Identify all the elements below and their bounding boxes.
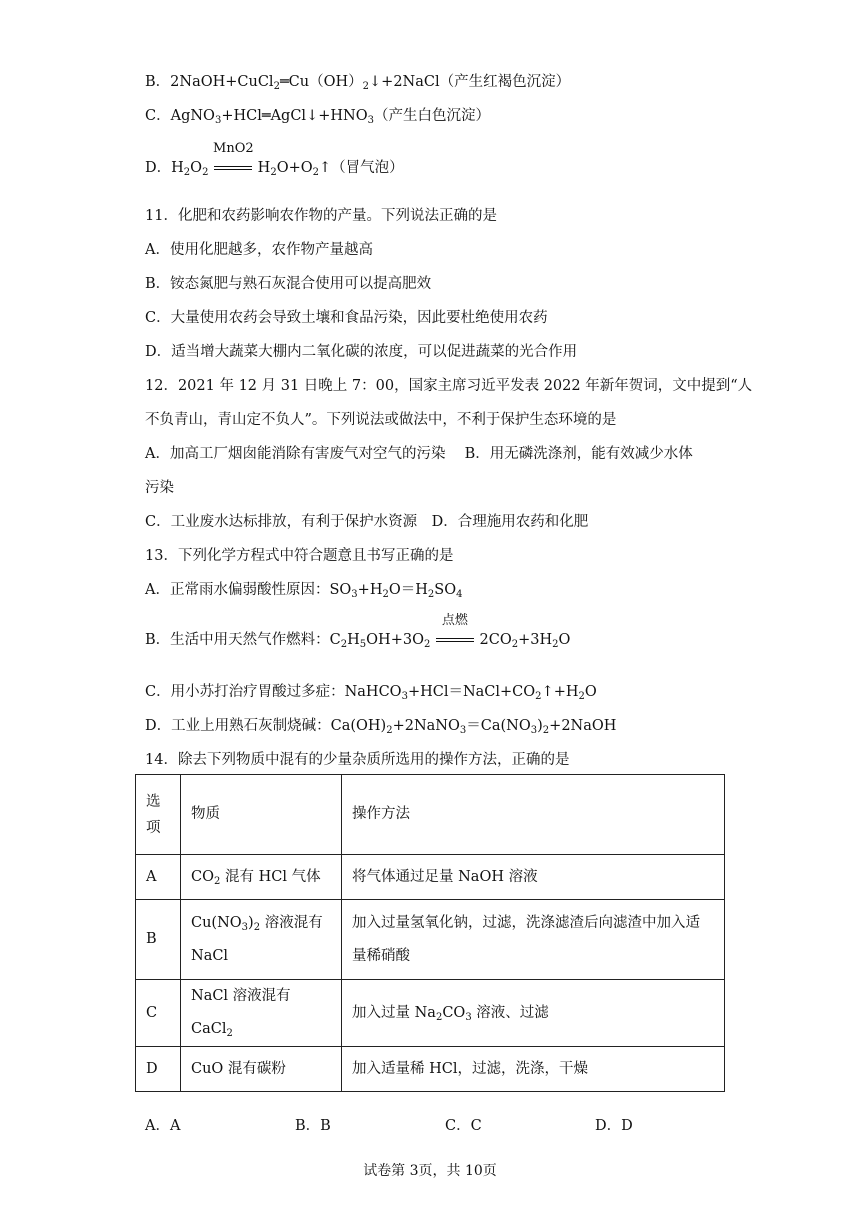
q10-option-b-label: B． bbox=[145, 74, 171, 90]
answer-c[interactable]: C．C bbox=[445, 1118, 482, 1134]
q11-stem: 11．化肥和农药影响农作物的产量。下列说法正确的是 bbox=[145, 208, 497, 224]
catalyst-condition: MnO2 bbox=[213, 158, 253, 178]
q12-stem-2: 不负青山，青山定不负人”。下列说法或做法中，不利于保护生态环境的是 bbox=[145, 412, 617, 428]
q12-stem-1: 12．2021 年 12 月 31 日晚上 7：00，国家主席习近平发表 2022 年新年贺词，文中提到“人 bbox=[145, 378, 753, 394]
header-method: 操作方法 bbox=[342, 775, 725, 855]
q11-option-a[interactable]: A．使用化肥越多，农作物产量越高 bbox=[145, 242, 373, 258]
header-option: 选 项 bbox=[136, 775, 181, 855]
table-row: A $CO_2$ 混有 HCl 气体 将气体通过足量 NaOH 溶液 bbox=[136, 855, 725, 900]
table-row: B $Cu(NO_3)_2$ 溶液混有 NaCl 加入过量氢氧化钠，过滤，洗涤滤渣后向滤渣中加入适 量稀硝酸 bbox=[136, 900, 725, 980]
q13-option-d[interactable]: D．工业上用熟石灰制烧碱：$Ca(OH)_2+2NaNO_3=Ca(NO_3)_2+2NaOH$ bbox=[145, 718, 617, 736]
q13-option-a[interactable]: A．正常雨水偏弱酸性原因：$SO_3+H_2O=H_2SO_4$ bbox=[145, 582, 463, 600]
q11-option-b[interactable]: B．铵态氮肥与熟石灰混合使用可以提高肥效 bbox=[145, 276, 432, 292]
q12-options-cd[interactable]: C．工业废水达标排放，有利于保护水资源 D．合理施用农药和化肥 bbox=[145, 514, 589, 530]
q13-option-c[interactable]: C．用小苏打治疗胃酸过多症：$NaHCO_3+HCl=NaCl+CO_2↑+H_2O$ bbox=[145, 684, 597, 702]
page-footer: 试卷第 3页，共 10页 bbox=[363, 1163, 497, 1179]
ignition-condition: 点燃 bbox=[435, 630, 475, 650]
q14-stem: 14．除去下列物质中混有的少量杂质所选用的操作方法，正确的是 bbox=[145, 752, 570, 768]
q10-option-b[interactable]: B．$2NaOH+CuCl_2═Cu(OH)_2↓+2NaCl$（产生红褐色沉淀） bbox=[145, 74, 571, 92]
answer-d[interactable]: D．D bbox=[595, 1118, 633, 1134]
q10-option-c[interactable]: C．$AgNO_3+HCl═AgCl↓+HNO_3$（产生白色沉淀） bbox=[145, 108, 490, 126]
q12-options-ab[interactable]: A．加高工厂烟囱能消除有害废气对空气的污染 B．用无磷洗涤剂，能有效减少水体 bbox=[145, 446, 693, 462]
q10-option-d[interactable]: D．$H_2O_2$ MnO2 $H_2O+O_2↑$（冒气泡） bbox=[145, 141, 404, 178]
q11-option-d[interactable]: D．适当增大蔬菜大棚内二氧化碳的浓度，可以促进蔬菜的光合作用 bbox=[145, 344, 578, 360]
q13-option-b[interactable]: B．生活中用天然气作燃料：$C_2H_5OH+3O_2$ 点燃 $2CO_2+3H_2O$ bbox=[145, 613, 571, 650]
answer-a[interactable]: A．A bbox=[145, 1118, 181, 1134]
q13-stem: 13．下列化学方程式中符合题意且书写正确的是 bbox=[145, 548, 454, 564]
options-table bbox=[135, 774, 725, 1092]
q11-option-c[interactable]: C．大量使用农药会导致土壤和食品污染，因此要杜绝使用农药 bbox=[145, 310, 548, 326]
q12-options-ab-cont: 污染 bbox=[145, 480, 174, 496]
table-row: C NaCl 溶液混有 CaCl$_2$ 加入过量 $Na_2CO_3$ 溶液、过滤 bbox=[136, 980, 725, 1047]
table-row: D CuO 混有碳粉 加入适量稀 HCl，过滤，洗涤，干燥 bbox=[136, 1047, 725, 1092]
answer-b[interactable]: B．B bbox=[295, 1118, 331, 1134]
header-substance: 物质 bbox=[181, 775, 342, 855]
table-header-row bbox=[136, 775, 725, 855]
